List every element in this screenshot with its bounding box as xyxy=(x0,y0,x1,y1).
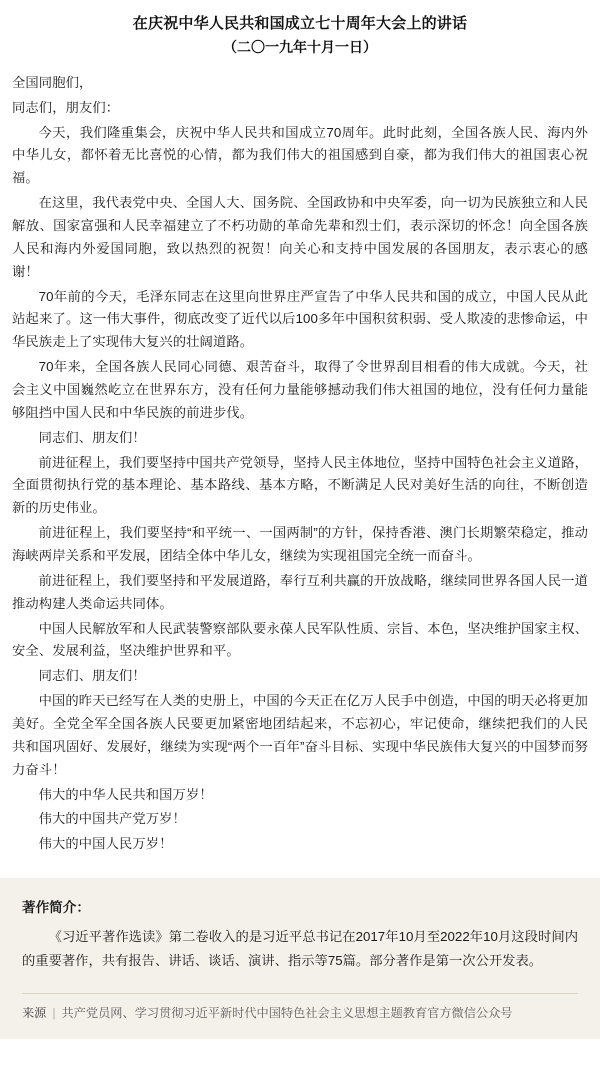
document-header xyxy=(0,0,600,64)
paragraph: 中国人民解放军和人民武装警察部队要永葆人民军队性质、宗旨、本色，坚决维护国家主权、安全、发展利益，坚决维护世界和平。 xyxy=(12,620,588,659)
paragraph: 前进征程上，我们要坚持“和平统一、一国两制”的方针，保持香港、澳门长期繁荣稳定，推动海峡两岸关系和平发展，团结全体中华儿女，继续为实现祖国完全统一而奋斗。 xyxy=(12,525,588,563)
paragraph: 前进征程上，我们要坚持和平发展道路，奉行互利共赢的开放战略，继续同世界各国人民一道推动构建人类命运共同体。 xyxy=(12,572,588,611)
paragraph: 伟大的中国人民万岁！ xyxy=(38,836,173,852)
source-line xyxy=(22,1004,578,1024)
paragraph: 中国的昨天已经写在人类的史册上，中国的今天正在亿万人民手中创造，中国的明天必将更加美好。全党全军全国各族人民要更加紧密地团结起来，不忘初心，牢记使命，继续把我们的人民共和国巩固好、发展好，继续为实现“两个一百年”奋斗目标、实现中华民族伟大复兴的中国梦而努力奋斗！ xyxy=(12,693,588,777)
source-bar xyxy=(0,993,600,1040)
source-label: 来源 xyxy=(22,1005,47,1020)
paragraph: 全国同胞们， xyxy=(12,74,93,90)
paragraph: 70年来，全国各族人民同心同德、艰苦奋斗，取得了令世界刮目相看的伟大成就。今天，社会主义中国巍然屹立在世界东方，没有任何力量能够撼动我们伟大祖国的地位，没有任何力量能够阻挡中国人民和中华民族的前进步伐。 xyxy=(12,359,588,420)
work-introduction-box xyxy=(0,878,600,992)
paragraph: 前进征程上，我们要坚持中国共产党领导，坚持人民主体地位，坚持中国特色社会主义道路，全面贯彻执行党的基本理论、基本路线、基本方略，不断满足人民对美好生活的向往，不断创造新的历史伟业。 xyxy=(12,454,588,516)
paragraph: 在这里，我代表党中央、全国人大、国务院、全国政协和中央军委，向一切为民族独立和人民解放、国家富强和人民幸福建立了不朽功勋的革命先辈和烈士们，表示深切的怀念！向全国各族人民和海内外爱国同胞，致以热烈的祝贺！向关心和支持中国发展的各国朋友，表示衷心的感谢！ xyxy=(12,195,588,279)
paragraph: 同志们、朋友们！ xyxy=(38,429,146,445)
paragraph: 伟大的中国共产党万岁！ xyxy=(38,811,186,827)
work-introduction-title: 著作简介： xyxy=(22,900,90,916)
source-separator: | xyxy=(52,1005,56,1020)
divider xyxy=(22,993,578,994)
paragraph: 今天，我们隆重集会，庆祝中华人民共和国成立70周年。此时此刻，全国各族人民、海内外中华儿女，都怀着无比喜悦的心情，都为我们伟大的祖国感到自豪，都为我们伟大的祖国衷心祝福。 xyxy=(12,124,588,186)
page-title: 在庆祝中华人民共和国成立七十周年大会上的讲话 xyxy=(132,15,468,32)
paragraph: 伟大的中华人民共和国万岁！ xyxy=(38,786,213,802)
source-text: 共产党员网、学习贯彻习近平新时代中国特色社会主义思想主题教育官方微信公众号 xyxy=(61,1005,513,1020)
article-body xyxy=(0,64,600,862)
work-introduction-text: 《习近平著作选读》第二卷收入的是习近平总书记在2017年10月至2022年10月这段时间内的重要著作，共有报告、讲话、谈话、演讲、指示等75篇。部分著作是第一次公开发表。 xyxy=(22,929,578,968)
paragraph: 同志们、朋友们！ xyxy=(38,668,146,684)
paragraph: 同志们，朋友们： xyxy=(12,99,120,115)
paragraph: 70年前的今天，毛泽东同志在这里向世界庄严宣告了中华人民共和国的成立，中国人民从此站起来了。这一伟大事件，彻底改变了近代以后100多年中国积贫积弱、受人欺凌的悲惨命运，中华民族走上了实现伟大复兴的壮阔道路。 xyxy=(12,288,588,350)
page-subtitle: （二〇一九年十月一日） xyxy=(223,39,377,55)
